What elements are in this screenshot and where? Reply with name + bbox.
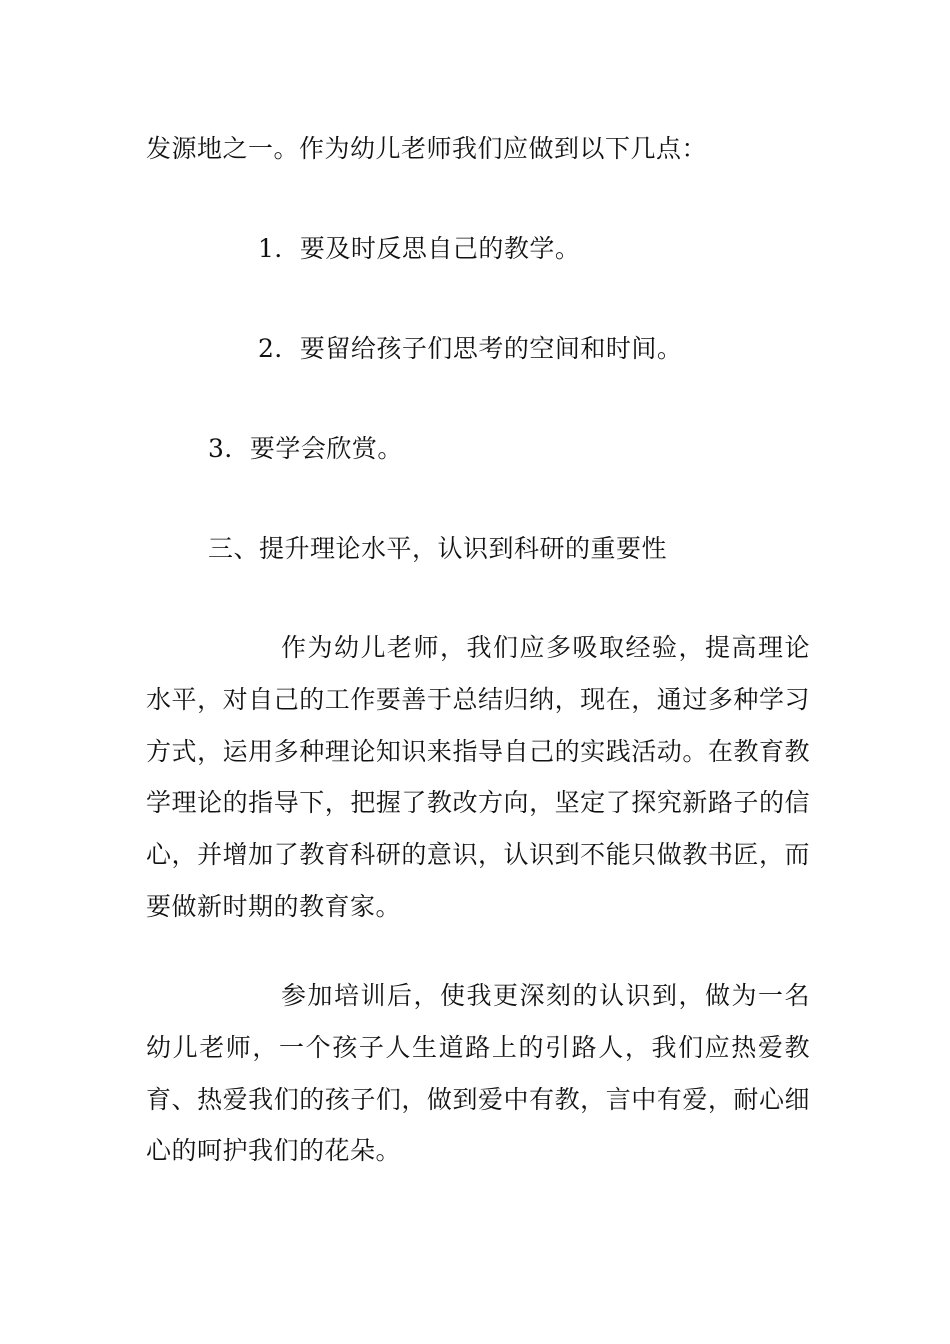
paragraph-1 bbox=[146, 622, 810, 933]
paragraph-2 bbox=[146, 970, 810, 1177]
text-line-intro: 发源地之一。作为幼儿老师我们应做到以下几点： bbox=[146, 134, 708, 163]
list-item-3: 3．要学会欣赏。 bbox=[208, 434, 403, 463]
paragraph-1-text: 作为幼儿老师，我们应多吸取经验，提高理论水平，对自己的工作要善于总结归纳，现在，通过多种学习方式，运用多种理论知识来指导自己的实践活动。在教育教学理论的指导下，把握了教改方向，坚定了探究新路子的信心，并增加了教育科研的意识，认识到不能只做教书匠，而要做新时期的教育家。 bbox=[146, 633, 810, 921]
section-heading: 三、提升理论水平，认识到科研的重要性 bbox=[208, 534, 668, 563]
paragraph-2-text: 参加培训后，使我更深刻的认识到，做为一名幼儿老师，一个孩子人生道路上的引路人，我们应热爱教育、热爱我们的孩子们，做到爱中有教，言中有爱，耐心细心的呵护我们的花朵。 bbox=[146, 981, 810, 1166]
list-item-1: 1．要及时反思自己的教学。 bbox=[258, 234, 581, 263]
list-item-2: 2．要留给孩子们思考的空间和时间。 bbox=[258, 334, 683, 363]
